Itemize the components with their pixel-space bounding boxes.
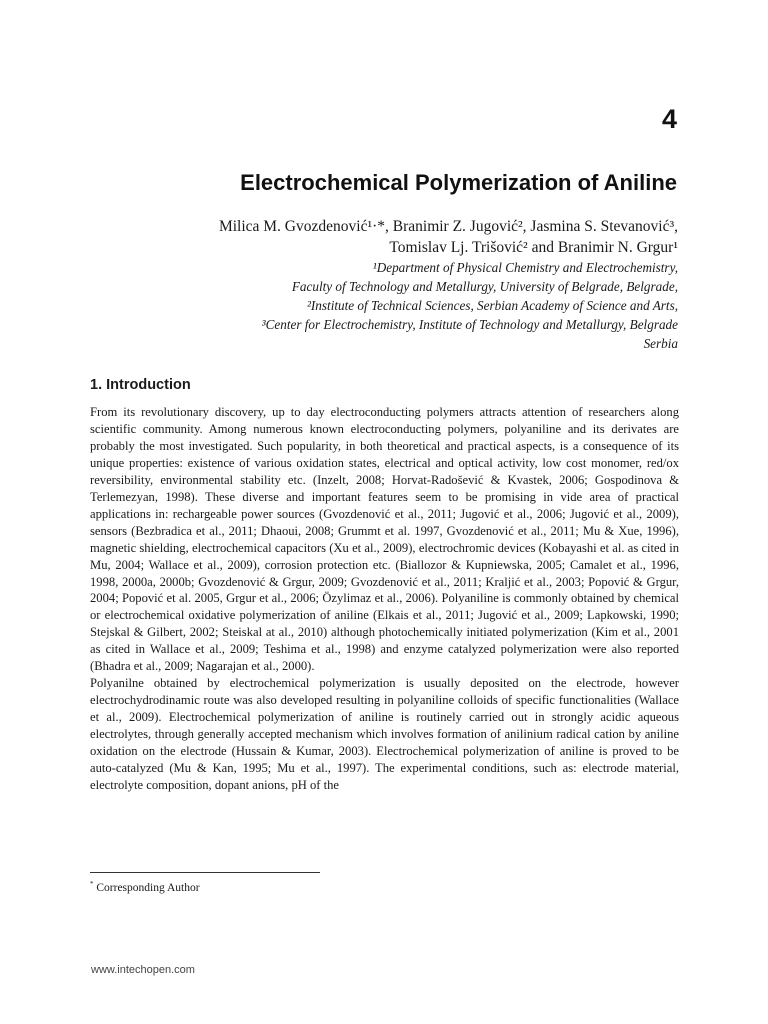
author-list: [78, 216, 678, 258]
paragraph-2: Polyanilne obtained by electrochemical polymerization is usually deposited on the electrode, however electrochydrodinamic route was also developed resulting in polyaniline colloids of specific functionalities (Wallace et al., 2009). Electrochemical polymerization of aniline is routinely carried out in strongly acidic aqueous electrolytes, through generally accepted mechanism which involves formation of anilinium radical cation by aniline oxidation on the electrode (Hussain & Kumar, 2003). Electrochemical polymerization of aniline is proved to be auto-catalyzed (Mu & Kan, 1995; Mu et al., 1997). The experimental conditions, such as: electrode material, electrolyte composition, dopant anions, pH of the: [90, 676, 679, 792]
author-line-2: Tomislav Lj. Trišović² and Branimir N. Grgur¹: [389, 239, 678, 256]
affiliation-line-2: Faculty of Technology and Metallurgy, University of Belgrade, Belgrade,: [291, 279, 678, 294]
paragraph-1: From its revolutionary discovery, up to day electroconducting polymers attracts attention of researchers along scientific community. Among numerous known electroconducting polymers, polyaniline and its derivates are probably the most investigated. Such popularity, in both theoretical and practical aspects, is a consequence of its unique properties: existence of various oxidation states, electrical and optical activity, low cost monomer, red/ox reversibility, environmental stability etc. (Inzelt, 2008; Horvat-Radošević & Kvastek, 2006; Gospodinova & Terlemezyan, 1998). These diverse and important features seem to be promising in vide area of practical applications in: rechargeable power sources (Gvozdenović et al., 2011; Jugović et al., 2006; Jugović et al., 2009), sensors (Bezbradica et al., 2011; Dhaoui, 2008; Grummt et al. 1997, Gvozdenović et al., 2011; Mu & Xue, 1996), magnetic shielding, electrochemical capacitors (Xu et al., 2009), electrochromic devices (Kobayashi et al. as cited in Mu, 2004; Wallace et al., 2009), corrosion protection etc. (Biallozor & Kupniewska, 2005; Camalet et al., 1996, 1998, 2000a, 2000b; Gvozdenović & Grgur, 2009; Gvozdenović et al., 2011; Kraljić et al., 2003; Popović & Grgur, 2004; Popović et al. 2005, Grgur et al., 2006; Özylimaz et al., 2006). Polyaniline is commonly obtained by chemical or electrochemical oxidative polymerization of aniline (Elkais et al., 2011; Jugović et al., 2009; Lapkowski, 1990; Stejskal & Gilbert, 2002; Steiskal at al., 2010) although photochemically initiated polymerization (Kim et al., 2001 as cited in Wallace et al., 2009; Teshima et al., 1998) and enzyme catalyzed polymerization were also reported (Bhadra et al., 2009; Nagarajan et al., 2000).: [90, 405, 679, 674]
footnote-text: Corresponding Author: [96, 881, 200, 894]
chapter-number: 4: [661, 104, 677, 134]
affiliation-line-5: Serbia: [643, 336, 678, 351]
footnote-marker: *: [90, 880, 94, 888]
affiliation-line-1: ¹Department of Physical Chemistry and Electrochemistry,: [372, 260, 678, 275]
chapter-title: Electrochemical Polymerization of Aniline: [240, 170, 677, 195]
body-text: [90, 404, 679, 794]
affiliation-line-3: ²Institute of Technical Sciences, Serbian Academy of Science and Arts,: [306, 298, 678, 313]
affiliation-list: [38, 258, 678, 353]
footnote-divider: [90, 872, 320, 873]
footnote: [90, 880, 200, 894]
affiliation-line-4: ³Center for Electrochemistry, Institute of Technology and Metallurgy, Belgrade: [261, 317, 678, 332]
footer-website-link[interactable]: www.intechopen.com: [91, 964, 195, 976]
author-line-1: Milica M. Gvozdenović¹·*, Branimir Z. Jugović², Jasmina S. Stevanović³,: [218, 218, 678, 235]
section-heading: 1. Introduction: [90, 377, 191, 393]
